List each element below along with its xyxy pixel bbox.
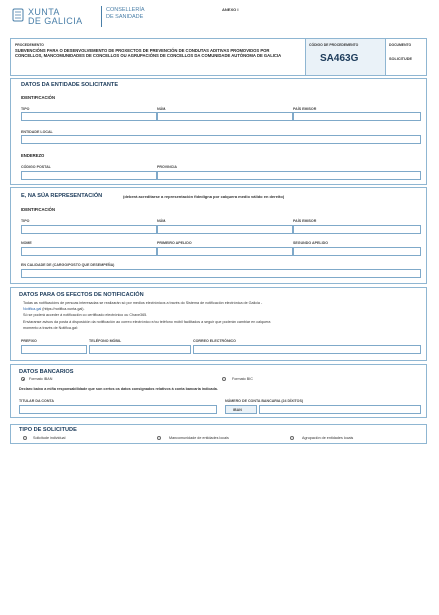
- representative-section: [10, 187, 427, 284]
- rep-calidade-field[interactable]: [21, 269, 421, 278]
- iban-option-label: Formato IBAN: [29, 377, 53, 381]
- telefono-label: TELÉFONO MÓBIL: [89, 339, 122, 343]
- codigo-postal-field[interactable]: [21, 171, 157, 180]
- entidade-local-label: ENTIDADE LOCAL: [21, 130, 53, 134]
- bank-title: DATOS BANCARIOS: [19, 369, 74, 375]
- applicant-num-label: NÚM.: [157, 107, 167, 111]
- entidade-local-field[interactable]: [21, 135, 421, 144]
- applicant-pais-label: PAÍS EMISOR: [293, 107, 317, 111]
- procedure-label: PROCEDEMENTO: [15, 43, 44, 47]
- request-agrupacion-radio[interactable]: [290, 436, 294, 440]
- dept-line2: DE SANIDADE: [106, 14, 144, 20]
- representative-title: E, NA SÚA REPRESENTACIÓN: [21, 193, 103, 199]
- applicant-pais-field[interactable]: [293, 112, 421, 121]
- notifica-link[interactable]: Notifica.gal: [23, 307, 42, 311]
- rep-calidade-label: EN CALIDADE DE (CARGO/POSTO QUE DESEMPEÑA): [21, 263, 115, 267]
- rep-num-field[interactable]: [157, 225, 293, 234]
- rep-num-label: NÚM.: [157, 219, 167, 223]
- xunta-logo: [12, 6, 102, 28]
- bank-declaration: Declaro baixo a miña responsabilidade que son certos os datos consignados relativos á conta bancaria indicada.: [19, 387, 218, 391]
- applicant-num-field[interactable]: [157, 112, 293, 121]
- iban-prefix-label: IBAN: [233, 408, 242, 412]
- notification-title: DATOS PARA OS EFECTOS DE NOTIFICACIÓN: [19, 292, 144, 298]
- telefono-field[interactable]: [89, 345, 191, 354]
- rep-segundo-apelido-field[interactable]: [293, 247, 421, 256]
- representative-identification-heading: IDENTIFICACIÓN: [21, 207, 55, 212]
- logo-line2: DE GALICIA: [28, 16, 83, 26]
- provincia-field[interactable]: [157, 171, 421, 180]
- rep-primeiro-apelido-label: PRIMEIRO APELIDO: [157, 241, 192, 245]
- annex-label: ANEXO I: [222, 7, 239, 12]
- procedure-box: [10, 38, 427, 76]
- bank-section: [10, 364, 427, 418]
- codigo-postal-label: CÓDIGO POSTAL: [21, 165, 51, 169]
- logo-divider: [101, 6, 102, 27]
- notification-line4: Enviaranse avisos da posta á disposición da notificación ao correo electrónico e/ou teléfono móbil facilitados a seguir que poderán cambiar en calquera: [23, 320, 271, 324]
- request-type-section: [10, 424, 427, 444]
- request-individual-radio[interactable]: [23, 436, 27, 440]
- rep-nome-field[interactable]: [21, 247, 157, 256]
- notification-section: [10, 287, 427, 361]
- procedure-code-label: CÓDIGO DE PROCEDEMENTO: [309, 43, 359, 47]
- prefixo-label: PREFIXO: [21, 339, 37, 343]
- account-number-label: NÚMERO DE CONTA BANCARIA (24 DÍXITOS): [225, 399, 304, 403]
- notification-line1: Todas as notificacións de persoas interesadas se realizarán só por medios electrónicos a través do Sistema de notificación electrónica de Galicia -: [23, 301, 263, 305]
- xunta-shield-icon: [12, 8, 26, 24]
- applicant-section: [10, 78, 427, 185]
- applicant-tipo-label: TIPO: [21, 107, 30, 111]
- dept-line1: CONSELLERÍA: [106, 7, 145, 13]
- rep-primeiro-apelido-field[interactable]: [157, 247, 293, 256]
- notification-line5: momento a través de Notifica.gal:: [23, 326, 78, 330]
- applicant-tipo-field[interactable]: [21, 112, 157, 121]
- bic-option-label: Formato BIC: [232, 377, 253, 381]
- account-number-field[interactable]: [259, 405, 421, 414]
- rep-pais-field[interactable]: [293, 225, 421, 234]
- bic-radio[interactable]: [222, 377, 226, 381]
- logo-line1: XUNTA: [28, 7, 60, 17]
- titular-field[interactable]: [19, 405, 217, 414]
- prefixo-field[interactable]: [21, 345, 87, 354]
- notification-line2: [23, 307, 85, 311]
- rep-nome-label: NOME: [21, 241, 32, 245]
- correo-field[interactable]: [193, 345, 421, 354]
- notifica-url: (https://notifica.xunta.gal).: [41, 307, 85, 311]
- request-type-title: TIPO DE SOLICITUDE: [19, 427, 77, 433]
- procedure-text: SUBVENCIÓNS PARA O DESENVOLVEMENTO DE PROXECTOS DE PREVENCIÓN DE CONDUTAS ADITIVAS PROMOVIDOS POR CONCELLOS, MANCOMUNIDADES DE CONCELLOS OU AGRUPACIÓNS DE CONCELLOS DA COMUNIDADE AUTÓNOMA DE GALICIA: [15, 48, 282, 59]
- rep-pais-label: PAÍS EMISOR: [293, 219, 317, 223]
- request-agrupacion-label: Agrupación de entidades locais: [302, 436, 354, 440]
- provincia-label: PROVINCIA: [157, 165, 177, 169]
- request-mancomunidade-label: Mancomunidade de entidades locais: [169, 436, 229, 440]
- request-individual-label: Solicitude individual: [33, 436, 66, 440]
- applicant-identification-heading: IDENTIFICACIÓN: [21, 95, 55, 100]
- representative-note: (deberá acreditarse a representación fidedigna por calquera medio válido en dereito): [123, 194, 285, 199]
- rep-tipo-field[interactable]: [21, 225, 157, 234]
- iban-radio[interactable]: [21, 377, 25, 381]
- rep-tipo-label: TIPO: [21, 219, 30, 223]
- rep-segundo-apelido-label: SEGUNDO APELIDO: [293, 241, 329, 245]
- procedure-code: SA463G: [320, 53, 359, 64]
- correo-label: CORREO ELECTRÓNICO: [193, 339, 236, 343]
- document-value: SOLICITUDE: [389, 57, 412, 61]
- notification-line3: Só se poderá acceder á notificación co certificado electrónico ou Chave365.: [23, 313, 148, 317]
- enderezo-heading: ENDEREZO: [21, 153, 45, 158]
- request-mancomunidade-radio[interactable]: [157, 436, 161, 440]
- applicant-title: DATOS DA ENTIDADE SOLICITANTE: [21, 82, 119, 88]
- titular-label: TITULAR DA CONTA: [19, 399, 54, 403]
- document-label: DOCUMENTO: [389, 43, 412, 47]
